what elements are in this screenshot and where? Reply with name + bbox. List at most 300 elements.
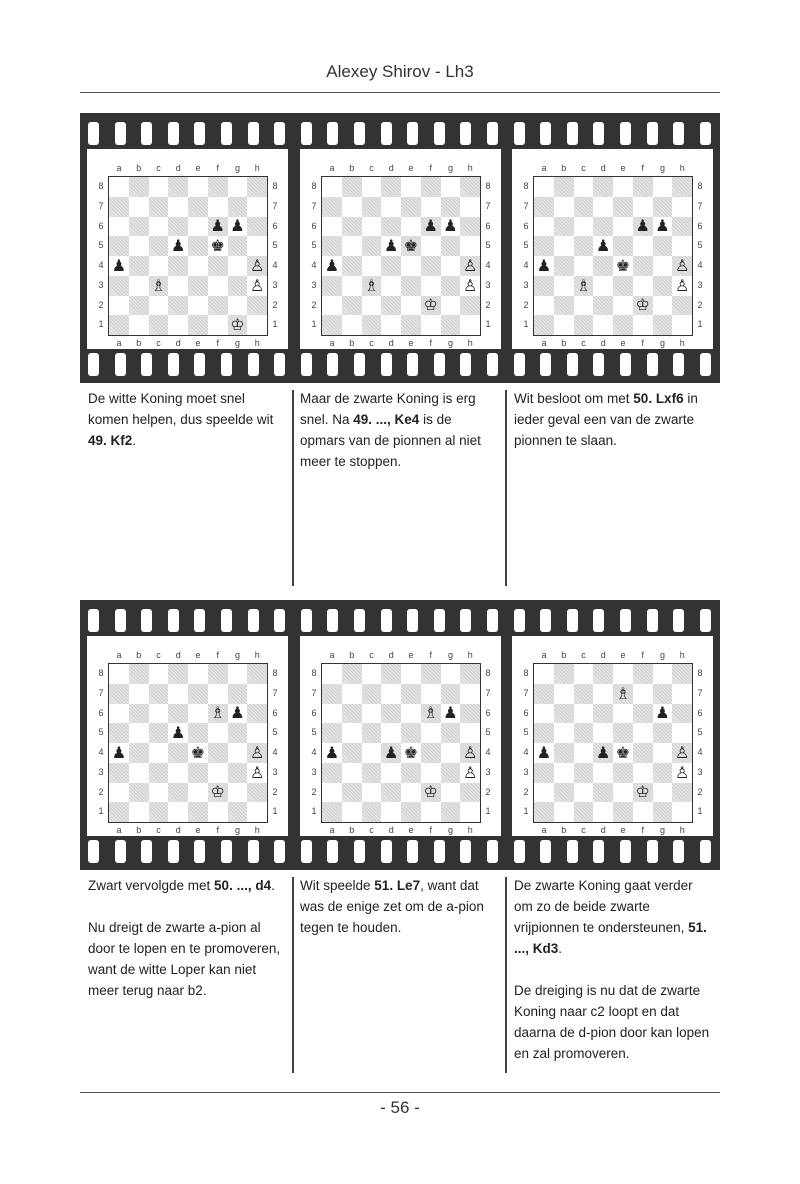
square-b7 — [342, 684, 362, 704]
caption-paragraph — [88, 388, 286, 451]
square-f7 — [633, 197, 653, 217]
square-e2 — [401, 783, 421, 803]
square-d8 — [168, 664, 188, 684]
square-d7 — [593, 684, 613, 704]
file-label: c — [369, 650, 374, 660]
rank-label: 4 — [98, 747, 104, 757]
square-g8 — [653, 177, 673, 197]
square-b8 — [554, 664, 574, 684]
sprocket-hole — [221, 609, 232, 632]
square-h7 — [460, 197, 480, 217]
square-d4 — [593, 256, 613, 276]
square-e5 — [401, 236, 421, 256]
white-king-icon: ♔ — [423, 295, 438, 315]
square-b7 — [129, 197, 149, 217]
square-b5 — [129, 723, 149, 743]
square-f8 — [633, 664, 653, 684]
square-a2 — [109, 296, 129, 316]
rank-label: 4 — [272, 260, 278, 270]
file-label: h — [254, 825, 260, 835]
sprocket-hole — [301, 122, 312, 145]
file-label: g — [447, 163, 453, 173]
file-label: h — [679, 650, 685, 660]
sprocket-hole — [327, 122, 338, 145]
square-f3 — [421, 763, 441, 783]
sprocket-hole — [194, 840, 205, 863]
column-divider — [292, 390, 294, 586]
square-c7 — [149, 197, 169, 217]
rank-label: 4 — [697, 260, 703, 270]
square-e1 — [401, 802, 421, 822]
caption-text: De dreiging is nu dat de zwarte Koning naar c2 loopt en dat daarna de d-pion door kan lopen en zal promoveren. — [514, 983, 710, 1061]
white-pawn-icon: ♙ — [674, 762, 690, 782]
white-bishop-icon: ♗ — [151, 275, 166, 295]
square-h6 — [672, 217, 692, 237]
file-label: f — [216, 650, 219, 660]
square-f3 — [421, 276, 441, 296]
square-f4 — [633, 256, 653, 276]
square-h5 — [247, 723, 267, 743]
square-d6 — [168, 704, 188, 724]
file-label: b — [561, 338, 567, 348]
square-a4 — [322, 256, 342, 276]
sprocket-hole — [620, 353, 631, 376]
file-label: c — [369, 825, 374, 835]
file-label: a — [116, 650, 122, 660]
black-pawn-icon: ♟ — [536, 255, 552, 275]
square-c3 — [149, 763, 169, 783]
square-a5 — [534, 723, 554, 743]
rank-label: 3 — [697, 766, 703, 777]
square-g5 — [653, 723, 673, 743]
square-b5 — [554, 236, 574, 256]
chessboard — [533, 176, 693, 336]
square-a4 — [322, 743, 342, 763]
square-d5 — [168, 723, 188, 743]
sprocket-hole — [381, 609, 392, 632]
square-b1 — [342, 802, 362, 822]
file-label: b — [136, 650, 142, 660]
sprocket-hole — [593, 609, 604, 632]
rank-label: 6 — [485, 220, 491, 231]
file-label: d — [600, 650, 606, 660]
square-b2 — [342, 296, 362, 316]
file-label: g — [659, 338, 665, 348]
page-number: - 56 - — [380, 1098, 420, 1117]
square-d6 — [593, 704, 613, 724]
square-g2 — [653, 783, 673, 803]
sprocket-hole — [673, 609, 684, 632]
square-d1 — [168, 315, 188, 335]
rank-label: 6 — [523, 707, 529, 718]
file-label: f — [429, 338, 432, 348]
square-g5 — [228, 236, 248, 256]
sprocket-hole — [514, 122, 525, 145]
sprocket-hole — [274, 840, 285, 863]
square-f7 — [208, 684, 228, 704]
square-a5 — [322, 236, 342, 256]
square-a2 — [534, 296, 554, 316]
white-king-icon: ♔ — [210, 782, 225, 802]
sprocket-hole — [194, 122, 205, 145]
square-b7 — [554, 197, 574, 217]
square-b7 — [129, 684, 149, 704]
sprocket-hole — [700, 353, 711, 376]
square-f2 — [421, 296, 441, 316]
rank-label: 1 — [523, 806, 529, 817]
square-h2 — [247, 783, 267, 803]
sprocket-hole — [593, 840, 604, 863]
square-a4 — [534, 743, 554, 763]
rank-label: 3 — [98, 279, 104, 290]
square-g2 — [441, 296, 461, 316]
rank-label: 4 — [311, 260, 317, 270]
caption-text: De zwarte Koning gaat verder om zo de beide zwarte vrijpionnen te ondersteunen, — [514, 878, 693, 935]
black-pawn-icon: ♟ — [536, 742, 552, 762]
file-label: d — [600, 825, 606, 835]
square-b2 — [129, 296, 149, 316]
rank-label: 7 — [485, 200, 491, 211]
caption-text: . — [132, 433, 137, 448]
caption-text: Maar de zwarte Koning is erg snel. Na — [300, 391, 476, 427]
square-a7 — [534, 684, 554, 704]
square-d7 — [593, 197, 613, 217]
square-a5 — [322, 723, 342, 743]
square-a5 — [109, 723, 129, 743]
square-e6 — [401, 217, 421, 237]
square-c7 — [574, 684, 594, 704]
square-h5 — [672, 723, 692, 743]
sprocket-hole — [487, 609, 498, 632]
rank-label: 6 — [697, 707, 703, 718]
square-f5 — [633, 236, 653, 256]
file-label: a — [116, 163, 122, 173]
square-h7 — [247, 197, 267, 217]
file-label: e — [620, 650, 626, 660]
rank-label: 3 — [485, 766, 491, 777]
square-h3 — [247, 763, 267, 783]
square-c6 — [574, 217, 594, 237]
square-a8 — [322, 177, 342, 197]
file-label: f — [641, 825, 644, 835]
square-a1 — [109, 315, 129, 335]
square-f7 — [421, 684, 441, 704]
square-a1 — [109, 802, 129, 822]
file-label: g — [659, 825, 665, 835]
file-label: g — [659, 163, 665, 173]
square-c4 — [149, 743, 169, 763]
square-a7 — [109, 197, 129, 217]
file-label: d — [388, 825, 394, 835]
square-h2 — [672, 783, 692, 803]
rank-label: 7 — [697, 200, 703, 211]
rank-label: 8 — [523, 668, 529, 678]
rank-label: 8 — [697, 181, 703, 191]
square-b4 — [342, 743, 362, 763]
sprocket-hole — [274, 353, 285, 376]
white-pawn-icon: ♙ — [462, 762, 478, 782]
chessboard — [321, 663, 481, 823]
black-pawn-icon: ♟ — [170, 723, 186, 743]
square-e7 — [613, 684, 633, 704]
white-pawn-icon: ♙ — [249, 275, 265, 295]
rank-label: 1 — [485, 319, 491, 330]
sprocket-hole — [301, 840, 312, 863]
file-label: g — [234, 338, 240, 348]
rank-label: 7 — [697, 687, 703, 698]
square-d7 — [168, 684, 188, 704]
black-pawn-icon: ♟ — [443, 703, 458, 723]
white-king-icon: ♔ — [230, 315, 245, 335]
square-e3 — [188, 276, 208, 296]
square-b5 — [342, 723, 362, 743]
sprocket-hole — [434, 122, 445, 145]
square-c1 — [149, 315, 169, 335]
rank-label: 7 — [98, 687, 104, 698]
square-g5 — [228, 723, 248, 743]
square-g7 — [653, 684, 673, 704]
file-label: a — [116, 338, 122, 348]
square-e5 — [188, 723, 208, 743]
rank-label: 4 — [311, 747, 317, 757]
square-f4 — [421, 743, 441, 763]
square-f8 — [421, 664, 441, 684]
sprocket-hole — [460, 840, 471, 863]
square-d6 — [381, 217, 401, 237]
square-d2 — [381, 783, 401, 803]
square-a6 — [109, 704, 129, 724]
rank-label: 5 — [485, 727, 491, 738]
square-c6 — [362, 217, 382, 237]
square-g3 — [441, 276, 461, 296]
sprocket-hole — [673, 122, 684, 145]
caption — [514, 875, 714, 1085]
square-d1 — [593, 315, 613, 335]
square-g2 — [441, 783, 461, 803]
sprocket-hole — [221, 353, 232, 376]
square-f4 — [633, 743, 653, 763]
square-d2 — [168, 296, 188, 316]
square-f4 — [208, 743, 228, 763]
file-label: h — [679, 338, 685, 348]
move-notation: 50. Lxf6 — [633, 391, 684, 406]
sprocket-hole — [620, 122, 631, 145]
file-label: c — [581, 650, 586, 660]
square-e1 — [613, 802, 633, 822]
chessboard — [533, 663, 693, 823]
square-a8 — [109, 664, 129, 684]
black-pawn-icon: ♟ — [324, 255, 340, 275]
square-c4 — [574, 256, 594, 276]
file-label: e — [408, 163, 414, 173]
file-label: a — [541, 338, 547, 348]
square-a2 — [109, 783, 129, 803]
caption — [300, 388, 500, 493]
file-label: f — [429, 650, 432, 660]
rank-label: 6 — [697, 220, 703, 231]
sprocket-hole — [673, 353, 684, 376]
square-f6 — [633, 704, 653, 724]
square-b4 — [554, 743, 574, 763]
black-king-icon: ♚ — [403, 236, 419, 256]
sprocket-hole — [700, 122, 711, 145]
sprocket-hole — [593, 122, 604, 145]
sprocket-hole — [248, 122, 259, 145]
rank-label: 5 — [697, 240, 703, 251]
chess-diagram — [512, 636, 713, 836]
rank-label: 4 — [523, 747, 529, 757]
file-label: d — [175, 825, 181, 835]
sprocket-hole — [115, 609, 126, 632]
square-b4 — [129, 743, 149, 763]
square-h4 — [672, 256, 692, 276]
square-e8 — [613, 177, 633, 197]
sprocket-hole — [221, 122, 232, 145]
square-f5 — [421, 723, 441, 743]
square-e5 — [188, 236, 208, 256]
square-f4 — [208, 256, 228, 276]
file-label: c — [581, 163, 586, 173]
square-b3 — [129, 276, 149, 296]
square-h8 — [247, 177, 267, 197]
square-c1 — [362, 802, 382, 822]
square-c1 — [149, 802, 169, 822]
sprocket-hole — [115, 122, 126, 145]
square-g8 — [228, 664, 248, 684]
square-f8 — [208, 664, 228, 684]
sprocket-hole — [168, 840, 179, 863]
square-b1 — [554, 802, 574, 822]
square-e4 — [613, 256, 633, 276]
file-label: b — [561, 825, 567, 835]
square-f4 — [421, 256, 441, 276]
rank-label: 5 — [98, 240, 104, 251]
square-f6 — [208, 704, 228, 724]
rank-label: 8 — [697, 668, 703, 678]
square-d5 — [593, 723, 613, 743]
rank-label: 8 — [272, 181, 278, 191]
sprocket-hole — [620, 840, 631, 863]
sprocket-hole — [540, 353, 551, 376]
square-b6 — [129, 217, 149, 237]
caption-paragraph — [514, 875, 714, 959]
square-a3 — [534, 276, 554, 296]
square-b3 — [342, 763, 362, 783]
square-b8 — [129, 177, 149, 197]
sprocket-hole — [407, 122, 418, 145]
square-d4 — [593, 743, 613, 763]
square-c4 — [574, 743, 594, 763]
square-h6 — [247, 704, 267, 724]
square-b5 — [342, 236, 362, 256]
sprocket-hole — [593, 353, 604, 376]
caption-paragraph — [88, 875, 286, 896]
square-g1 — [228, 802, 248, 822]
file-label: a — [329, 650, 335, 660]
file-label: g — [447, 650, 453, 660]
square-a1 — [322, 315, 342, 335]
sprocket-hole — [540, 609, 551, 632]
square-f6 — [421, 704, 441, 724]
file-label: c — [581, 825, 586, 835]
white-pawn-icon: ♙ — [462, 275, 478, 295]
square-g7 — [441, 684, 461, 704]
square-b6 — [129, 704, 149, 724]
column-divider — [505, 390, 507, 586]
square-b7 — [342, 197, 362, 217]
white-bishop-icon: ♗ — [364, 275, 379, 295]
file-label: h — [467, 650, 473, 660]
square-e6 — [613, 704, 633, 724]
square-d7 — [168, 197, 188, 217]
sprocket-hole — [354, 353, 365, 376]
square-a6 — [534, 217, 554, 237]
sprocket-hole — [168, 353, 179, 376]
square-c6 — [362, 704, 382, 724]
square-b8 — [554, 177, 574, 197]
square-d7 — [381, 684, 401, 704]
square-b3 — [129, 763, 149, 783]
file-label: h — [467, 338, 473, 348]
caption-text: De witte Koning moet snel komen helpen, dus speelde wit — [88, 391, 274, 427]
square-h1 — [247, 315, 267, 335]
white-pawn-icon: ♙ — [462, 255, 478, 275]
square-b5 — [129, 236, 149, 256]
sprocket-hole — [88, 353, 99, 376]
rank-label: 3 — [523, 279, 529, 290]
square-f5 — [208, 723, 228, 743]
rank-label: 2 — [311, 299, 317, 310]
square-c4 — [149, 256, 169, 276]
sprocket-hole — [248, 609, 259, 632]
square-a7 — [322, 197, 342, 217]
sprocket-hole — [567, 122, 578, 145]
square-d3 — [168, 276, 188, 296]
rank-label: 6 — [272, 220, 278, 231]
square-e4 — [188, 256, 208, 276]
caption-paragraph — [300, 388, 500, 472]
black-pawn-icon: ♟ — [655, 216, 670, 236]
square-h7 — [460, 684, 480, 704]
square-c7 — [362, 197, 382, 217]
square-c4 — [362, 256, 382, 276]
rank-label: 2 — [98, 786, 104, 797]
square-g6 — [653, 217, 673, 237]
square-g3 — [653, 763, 673, 783]
square-e7 — [188, 684, 208, 704]
sprocket-hole — [514, 353, 525, 376]
white-pawn-icon: ♙ — [249, 742, 265, 762]
square-f2 — [421, 783, 441, 803]
black-pawn-icon: ♟ — [230, 703, 245, 723]
caption — [300, 875, 500, 959]
square-g8 — [441, 177, 461, 197]
white-pawn-icon: ♙ — [674, 275, 690, 295]
square-c1 — [574, 802, 594, 822]
sprocket-hole — [88, 122, 99, 145]
square-c3 — [574, 763, 594, 783]
file-label: f — [641, 650, 644, 660]
file-label: f — [429, 163, 432, 173]
square-b2 — [129, 783, 149, 803]
square-d8 — [593, 177, 613, 197]
square-a3 — [322, 276, 342, 296]
rank-label: 7 — [485, 687, 491, 698]
sprocket-hole — [248, 353, 259, 376]
sprocket-hole — [168, 609, 179, 632]
sprocket-hole — [381, 122, 392, 145]
square-c5 — [574, 236, 594, 256]
